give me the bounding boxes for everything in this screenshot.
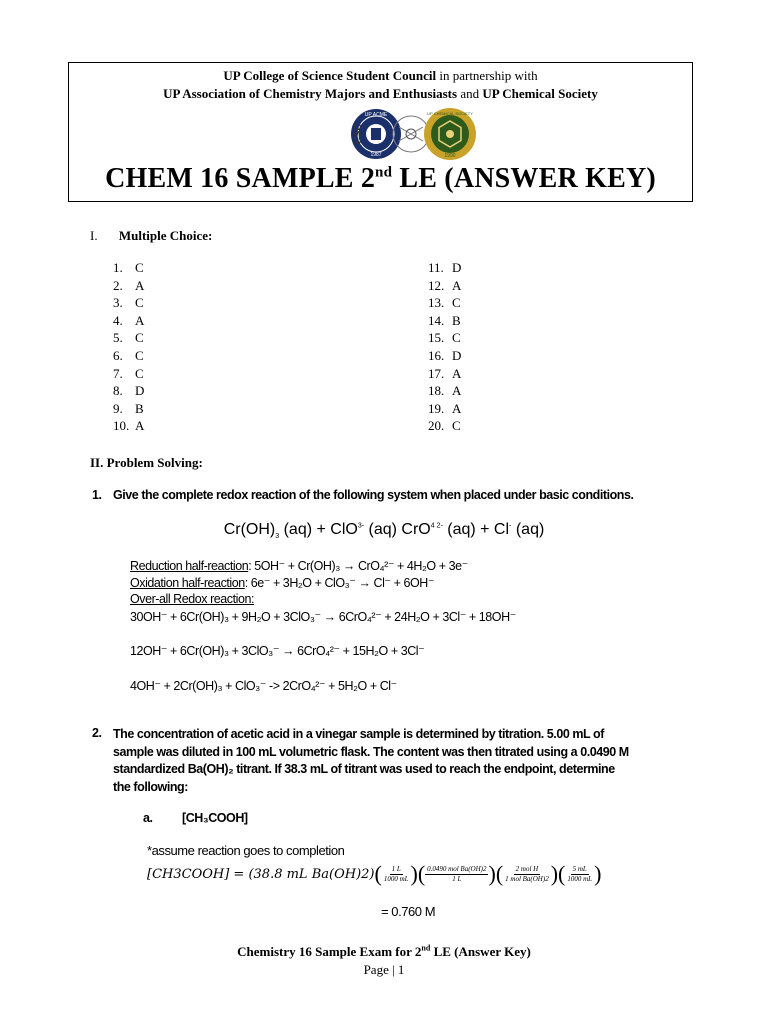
answer-number: 20.	[428, 418, 445, 434]
header-acme: UP Association of Chemistry Majors and Enthusiasts	[163, 86, 458, 101]
answer-number: 8.	[113, 383, 123, 399]
answers-left-column	[113, 259, 144, 435]
fraction-4-top: 5 mL	[572, 864, 587, 873]
answer-number: 9.	[113, 400, 123, 416]
header-partnership: in partnership with	[436, 68, 538, 83]
answer-letter: A	[135, 277, 145, 293]
fraction-2-top: 0.0490 mol Ba(OH)2	[427, 864, 487, 873]
page-title	[69, 163, 692, 195]
answer-letter: C	[135, 347, 144, 363]
logos-row	[69, 107, 692, 161]
acme-logo-text: UP ACME	[364, 112, 388, 118]
answer-letter: C	[452, 330, 461, 346]
answer-number: 10.	[113, 418, 130, 434]
fraction-3	[503, 865, 551, 884]
q1-number	[92, 488, 102, 502]
section-1-title: Multiple Choice:	[118, 228, 213, 243]
answer-number: 1.	[113, 260, 123, 275]
chem-society-logo	[424, 108, 476, 160]
fraction-3-bottom: 1 mol Ba(OH)2	[505, 874, 549, 883]
q2-line-1: The concentration of acetic acid in a vinegar sample is determined by titration. 5.00 mL of	[113, 727, 604, 741]
answer-row	[428, 277, 461, 295]
paren-close-1: )	[410, 861, 418, 886]
answer-row	[113, 294, 144, 312]
q1-num: 1.	[92, 488, 102, 502]
answer-letter: A	[452, 400, 462, 416]
answer-letter: A	[452, 365, 462, 381]
answer-letter: B	[452, 312, 461, 328]
calc-lhs: [CH3COOH] = (38.8 mL Ba(OH)2)	[147, 866, 375, 882]
header-chem-society: UP Chemical Society	[482, 86, 598, 101]
section-1-numeral: I.	[90, 228, 98, 243]
footer-title-rest: LE (Answer Key)	[430, 944, 531, 959]
rxn-part-5: (aq)	[511, 521, 545, 538]
paren-open-4: (	[558, 861, 566, 886]
q2-num: 2.	[92, 726, 102, 740]
answer-letter: C	[135, 330, 144, 346]
rxn-part-1: Cr(OH)	[223, 521, 276, 538]
answer-row	[428, 294, 461, 312]
answer-row	[113, 329, 144, 347]
calc-expression	[147, 859, 601, 889]
overall-eq-3: 4OH⁻ + 2Cr(OH)₃ + ClO₃⁻ -> 2CrO₄²⁻ + 5H₂O + Cl⁻	[130, 679, 397, 693]
answer-row	[113, 417, 144, 435]
answer-row	[113, 277, 144, 295]
q1-prompt: Give the complete redox reaction of the following system when placed under basic conditions.	[113, 488, 634, 502]
answer-row	[113, 312, 144, 330]
calc-result: = 0.760 M	[381, 904, 436, 919]
answer-number: 2.	[113, 277, 123, 293]
footer-title-main: Chemistry 16 Sample Exam for 2	[237, 944, 422, 959]
answer-letter: C	[135, 295, 144, 311]
answer-number: 19.	[428, 400, 445, 416]
q1-text	[113, 488, 634, 502]
answer-letter: A	[135, 418, 145, 434]
q1-reaction	[0, 521, 768, 539]
answer-number: 13.	[428, 295, 445, 311]
reduction-label: Reduction half-reaction	[130, 559, 249, 573]
reduction-eq: : 5OH⁻ + Cr(OH)₃ → CrO₄²⁻ + 4H₂O + 3e⁻	[248, 559, 468, 573]
q2-number	[92, 726, 102, 740]
answer-letter: A	[452, 277, 462, 293]
oxidation-eq: : 6e⁻ + 3H₂O + ClO₃⁻ → Cl⁻ + 6OH⁻	[244, 576, 434, 590]
fraction-1-top: 1 L	[391, 864, 401, 873]
answer-letter: A	[452, 383, 462, 399]
rxn-part-2: (aq) + ClO	[279, 521, 358, 538]
q2a-letter-text: a.	[143, 811, 153, 825]
answer-number: 12.	[428, 277, 445, 293]
reduction-line	[130, 558, 468, 573]
overall-label: Over-all Redox reaction:	[130, 592, 254, 606]
header-council: UP College of Science Student Council	[223, 68, 437, 83]
chem-society-ring-text: UP CHEMICAL SOCIETY	[427, 111, 473, 116]
answer-row	[428, 417, 461, 435]
rxn-sup-2: 3-	[357, 522, 365, 530]
paren-open-3: (	[495, 861, 504, 886]
header-and: and	[457, 86, 483, 101]
rxn-sup-4: -	[509, 522, 512, 530]
answer-number: 15.	[428, 330, 445, 346]
answer-number: 7.	[113, 365, 123, 381]
answer-row	[428, 329, 461, 347]
footer-title-sup: nd	[421, 943, 431, 953]
logos-svg	[69, 107, 694, 161]
answer-row	[113, 347, 144, 365]
rxn-part-4: (aq) + Cl	[442, 521, 510, 538]
q2-line-4: the following:	[113, 779, 188, 794]
header-line-2	[69, 86, 692, 102]
answer-number: 4.	[113, 312, 123, 328]
csc-logo	[353, 123, 364, 144]
section-2-heading: II. Problem Solving:	[90, 455, 203, 470]
answer-number: 6.	[113, 347, 123, 363]
answer-letter: C	[452, 295, 461, 311]
csc-logo-text: CSC	[353, 123, 364, 145]
oxidation-line	[130, 575, 434, 590]
overall-eq-2: 12OH⁻ + 6Cr(OH)₃ + 3ClO₃⁻ → 6CrO₄²⁻ + 15H₂O + 3Cl⁻	[130, 644, 425, 658]
fraction-1	[382, 865, 411, 884]
assume-note: *assume reaction goes to completion	[147, 843, 345, 858]
title-main: CHEM 16 SAMPLE 2	[105, 163, 376, 194]
rxn-part-3: (aq) CrO	[364, 521, 431, 538]
fraction-2-bottom: 1 L	[452, 874, 462, 883]
answer-row	[428, 347, 461, 365]
answer-letter: C	[135, 365, 144, 381]
title-sup: nd	[375, 164, 393, 181]
overall-eq-1: 30OH⁻ + 6Cr(OH)₃ + 9H₂O + 3ClO₃⁻ → 6CrO₄²⁻ + 24H₂O + 3Cl⁻ + 18OH⁻	[130, 610, 516, 624]
header-box	[68, 62, 693, 202]
footer-title	[0, 944, 768, 960]
answer-row	[113, 365, 144, 383]
paren-close-4: )	[594, 861, 602, 886]
answer-row	[428, 365, 461, 383]
answer-letter: A	[135, 312, 145, 328]
answers-right-column	[428, 259, 461, 435]
rxn-sup-3: 4 2-	[430, 522, 443, 530]
oxidation-label: Oxidation half-reaction	[130, 576, 245, 590]
answer-letter: D	[452, 347, 462, 363]
answer-letter: B	[135, 400, 144, 416]
q2a-label-text: [CH₃COOH]	[182, 811, 248, 825]
fraction-4	[565, 865, 594, 884]
paren-open-2: (	[417, 861, 426, 886]
answer-letter: D	[135, 383, 145, 399]
answer-number: 18.	[428, 383, 445, 399]
answer-number: 16.	[428, 347, 445, 363]
answer-row	[113, 400, 144, 418]
acme-logo-year: 1987	[370, 152, 382, 158]
answer-number: 3.	[113, 295, 123, 311]
answer-letter: D	[452, 260, 462, 275]
paren-close-3: )	[550, 861, 559, 886]
q2-text	[113, 726, 629, 796]
answer-row	[428, 259, 461, 277]
answer-number: 14.	[428, 312, 445, 328]
section-1-heading	[90, 228, 212, 244]
q2-line-3: standardized Ba(OH)₂ titrant. If 38.3 mL of titrant was used to reach the endpoint, determine	[113, 762, 615, 776]
chem-society-year: 1990	[444, 153, 456, 159]
fraction-3-top: 2 mol H	[515, 864, 539, 873]
answer-letter: C	[135, 260, 144, 275]
answer-row	[113, 259, 144, 277]
header-line-1	[69, 68, 692, 84]
answer-row	[428, 382, 461, 400]
answer-number: 11.	[428, 260, 444, 275]
rxn-sub-1: 3	[275, 533, 280, 541]
paren-open-1: (	[374, 861, 382, 886]
fraction-2	[425, 865, 488, 884]
fraction-1-bottom: 1000 mL	[383, 874, 409, 883]
title-rest: LE (ANSWER KEY)	[392, 163, 656, 194]
q2a-label	[182, 811, 248, 825]
answer-number: 5.	[113, 330, 123, 346]
page-number: Page | 1	[363, 962, 405, 977]
q2-line-2: sample was diluted in 100 mL volumetric flask. The content was then titrated using a 0.0490 M	[113, 744, 629, 759]
answer-row	[113, 382, 144, 400]
answer-letter: C	[452, 418, 461, 434]
q2a-letter	[143, 811, 153, 825]
fraction-4-bottom: 1000 mL	[567, 874, 593, 883]
answer-row	[428, 400, 461, 418]
answer-row	[428, 312, 461, 330]
footer	[0, 944, 768, 978]
paren-close-2: )	[488, 861, 496, 886]
answer-number: 17.	[428, 365, 445, 381]
